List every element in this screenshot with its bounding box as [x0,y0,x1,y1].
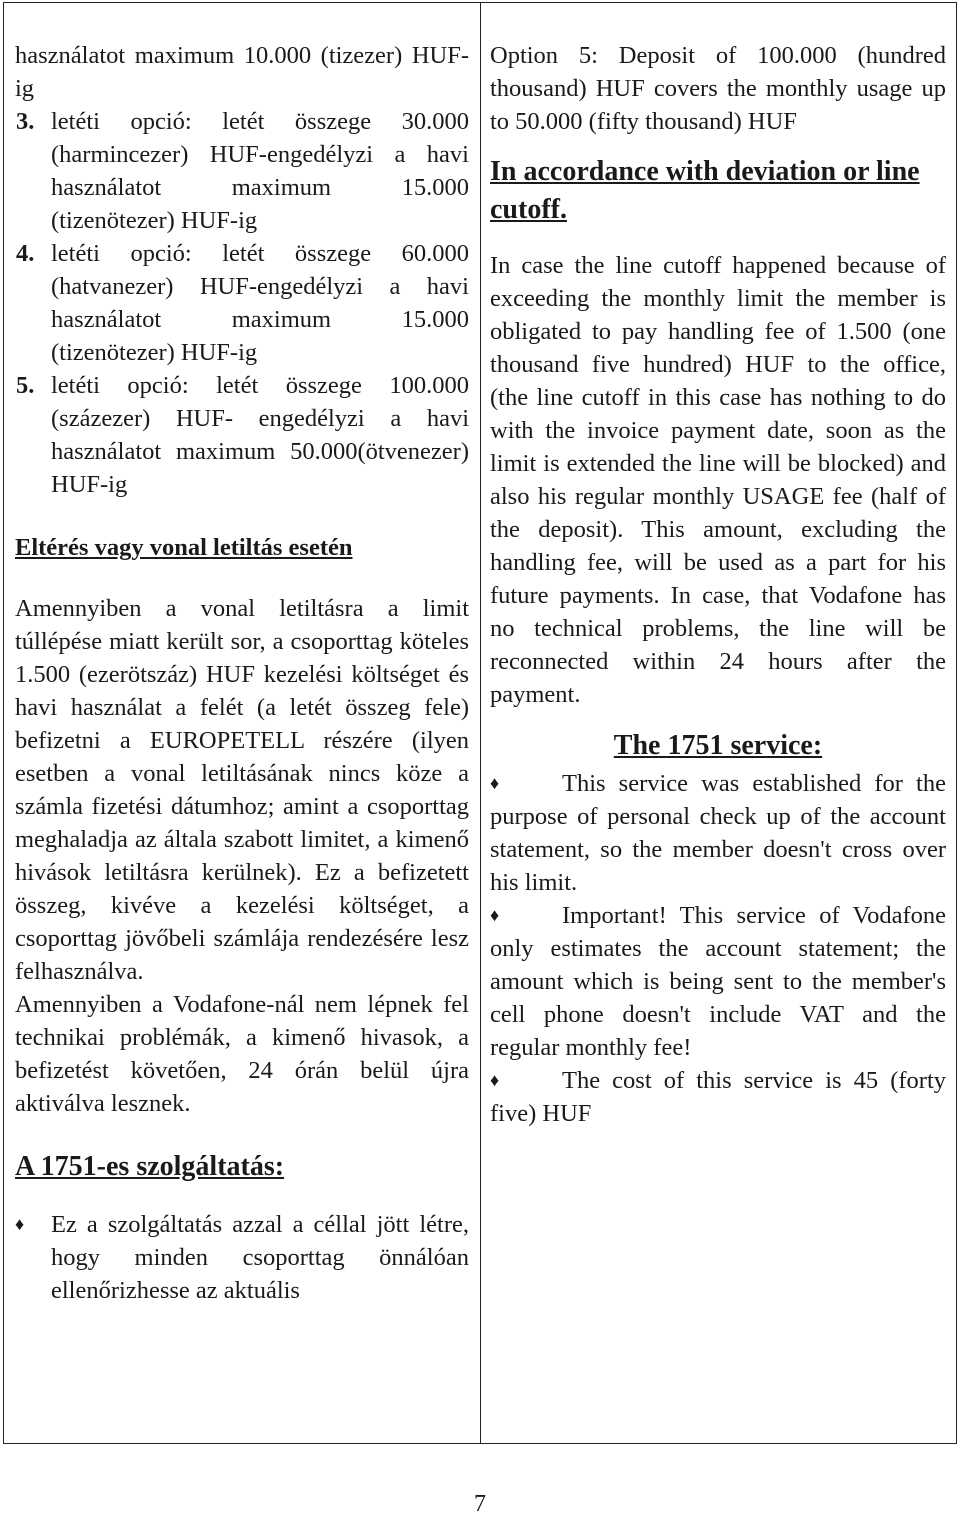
bullet-text: Important! This service of Vodafone only estimates the account statement; the amount which is being sent to the member's cell phone doesn't include VAT and the regular monthly fee! [490,902,946,1061]
service-1751-heading: A 1751-es szolgáltatás: [15,1151,285,1182]
deposit-option-3 [15,105,469,237]
hungarian-column [4,3,481,1443]
english-column [481,3,956,1443]
option-text: letéti opció: letét összege 30.000 (harmincezer) HUF-engedélyzi a havi használatot maximum 15.000 (tizenötezer) HUF-ig [51,108,469,234]
service-1751-heading-en: The 1751 service: [613,730,823,761]
service-bullet [490,1064,946,1130]
option-number: 5. [16,372,35,399]
option-number: 3. [16,108,35,135]
reactivation-paragraph: Amennyiben a Vodafone-nál nem lépnek fel technikai problémák, a kimenő hivasok, a befizetést követően, 24 órán belül újra aktiválva lesznek. [15,991,469,1117]
diamond-bullet-icon: ♦ [15,1214,25,1234]
deviation-paragraph: Amennyiben a vonal letiltásra a limit túllépése miatt került sor, a csoporttag köteles 1.500 (ezerötszáz) HUF kezelési költséget és havi használat a felét (a letét összeg fele) befizetni a EUROPETELL részére (ilyen esetben a vonal letiltásának nincs köze a számla fizetési dátumhoz; amint a csoporttag meghaladja az általa szabott limitet, a kimenő hivások letiltásra kerülnek). Ez a befizetett összeg, kivéve a kezelési költséget, a csoporttag jövőbeli számlája rendezésére lesz felhasználva. [15,595,469,985]
diamond-bullet-icon: ♦ [490,773,500,793]
bullet-text: Ez a szolgáltatás azzal a céllal jött létre, hogy minden csoporttag önnálóan ellenőrizhesse az aktuális [51,1211,469,1304]
deposit-option-4 [15,237,469,369]
service-bullet-list [15,1208,469,1307]
option-5-text: Option 5: Deposit of 100.000 (hundred thousand) HUF covers the monthly usage up to 50.000 (fifty thousand) HUF [490,42,946,135]
diamond-bullet-icon: ♦ [490,905,500,925]
bullet-text: This service was established for the purpose of personal check up of the account statement, so the member doesn't cross over his limit. [490,770,946,896]
deposit-option-5 [15,369,469,501]
service-bullet [15,1208,469,1307]
option-number: 4. [16,240,35,267]
deviation-paragraph-en: In case the line cutoff happened because of exceeding the monthly limit the member is obligated to pay handling fee of 1.500 (one thousand five hundred) HUF to the office, (the line cutoff in this case has nothing to do with the invoice payment date, soon as the limit is extended the line will be blocked) and also his regular monthly USAGE fee (half of the deposit). This amount, excluding the handling fee, will be used as a part for his future payments. In case, that Vodafone has no technical problems, the line will be reconnected within 24 hours after the payment. [490,252,946,708]
page-number: 7 [474,1491,486,1517]
service-bullet [490,767,946,899]
bullet-text: The cost of this service is 45 (forty five) HUF [490,1067,946,1127]
intro-text: használatot maximum 10.000 (tizezer) HUF-ig [15,42,469,102]
diamond-bullet-icon: ♦ [490,1070,500,1090]
deviation-heading-en: In accordance with deviation or line cutoff. [490,156,920,225]
deviation-heading: Eltérés vagy vonal letiltás esetén [15,534,353,561]
service-bullet [490,899,946,1064]
service-bullet-list-en [490,767,946,1130]
document-table [3,2,957,1444]
option-text: letéti opció: letét összege 100.000 (százezer) HUF- engedélyzi a havi használatot maximum 50.000(ötvenezer) HUF-ig [51,372,469,498]
option-text: letéti opció: letét összege 60.000 (hatvanezer) HUF-engedélyzi a havi használatot maximum 15.000 (tizenötezer) HUF-ig [51,240,469,366]
deposit-options-list [15,105,469,501]
